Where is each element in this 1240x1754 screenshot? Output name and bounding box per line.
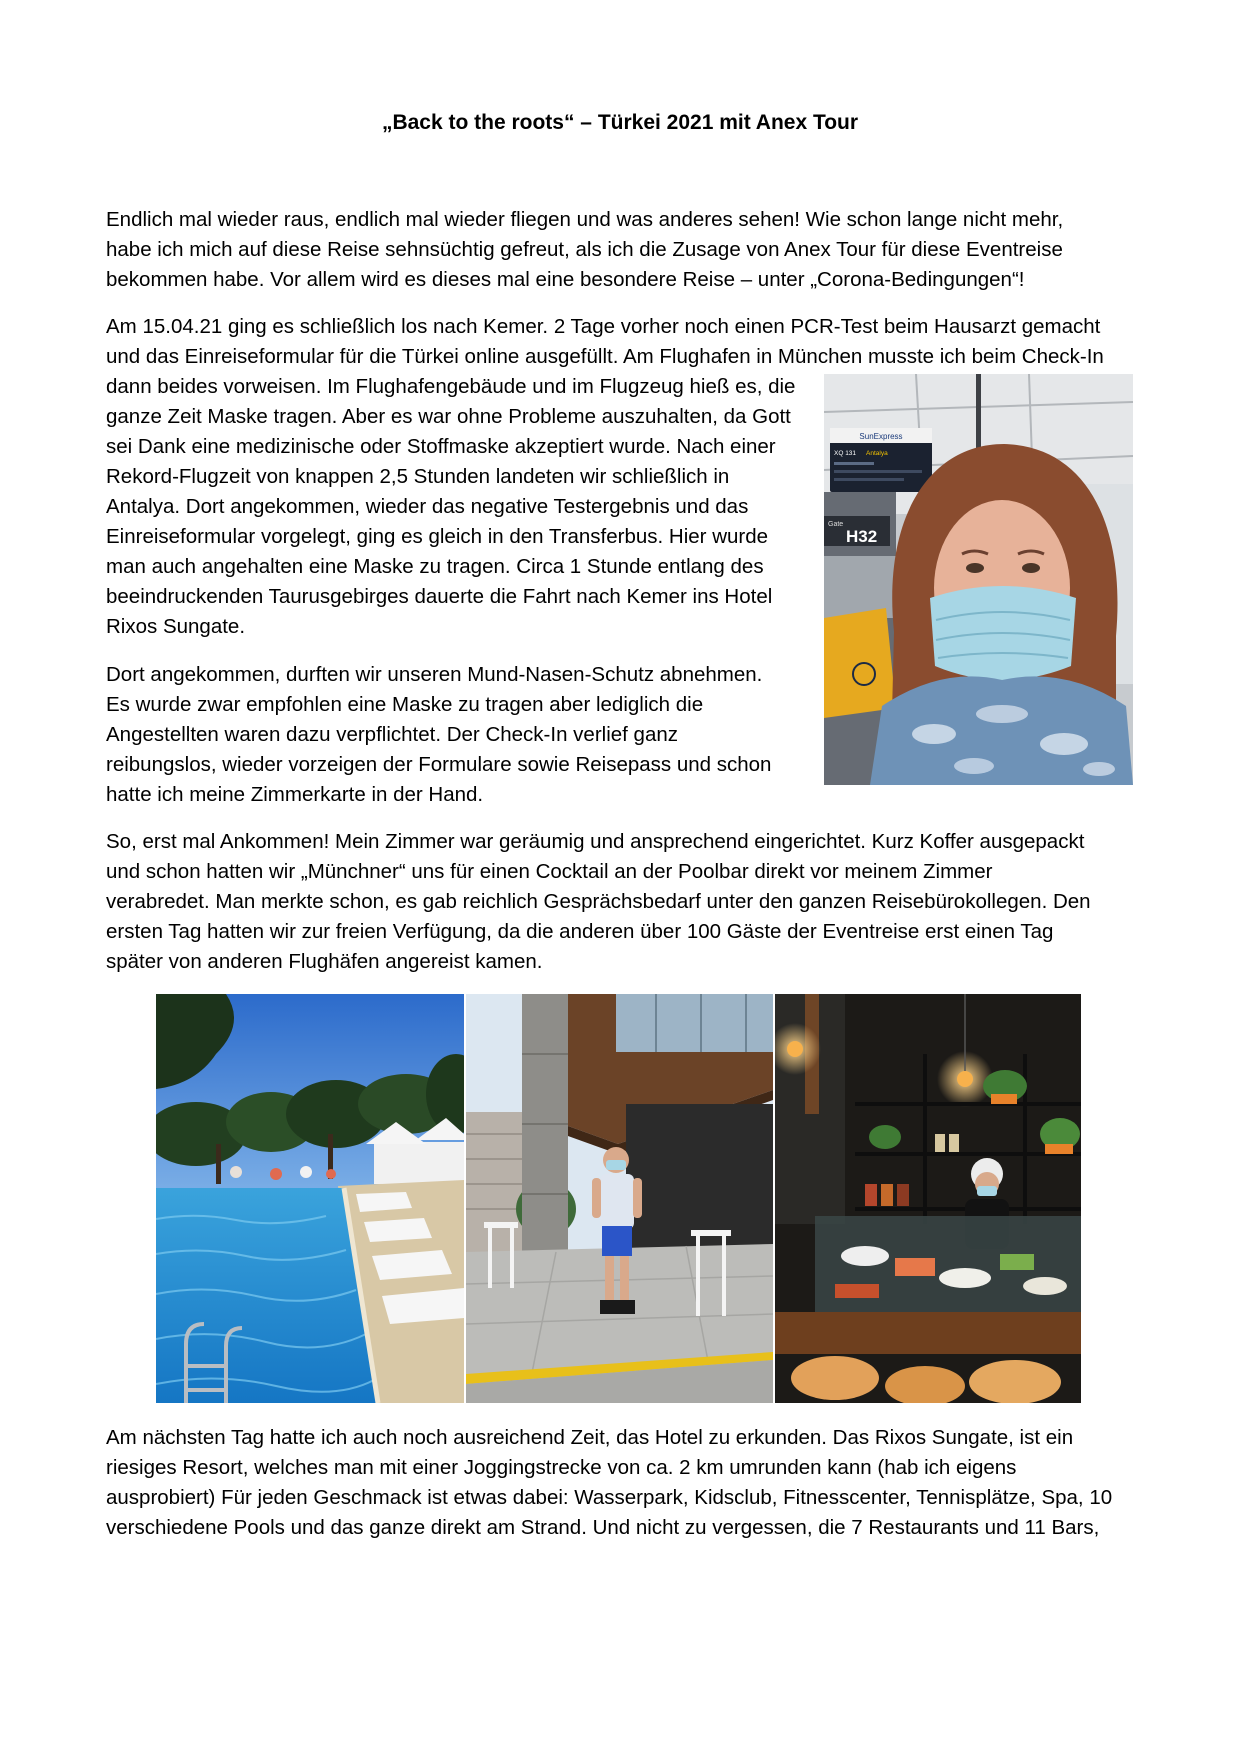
paragraph-line: sei Dank eine medizinische oder Stoffmaske akzeptiert wurde. Nach einer [106, 435, 776, 458]
paragraph-line: Antalya. Dort angekommen, wieder das negative Testergebnis und das [106, 495, 749, 518]
face-mask [977, 1186, 997, 1196]
paragraph-line: und das Einreiseformular für die Türkei online ausgefüllt. Am Flughafen in München musste ich beim Check-In [106, 345, 1104, 368]
buffet-photo [775, 994, 1081, 1403]
paragraph-line: man auch angehalten eine Maske zu tragen. Circa 1 Stunde entlang des [106, 555, 764, 578]
paragraph-intro [106, 205, 1063, 295]
paragraph-resort [106, 1423, 1112, 1543]
paragraph-line: ersten Tag hatten wir zur freien Verfügung, da die anderen über 100 Gäste der Eventreise erst einen Tag [106, 920, 1054, 943]
shorts [602, 1226, 632, 1256]
pool-water [156, 1188, 378, 1403]
scarf [870, 676, 1133, 785]
document-title: „Back to the roots“ – Türkei 2021 mit Anex Tour [381, 111, 859, 134]
paragraph-line: Angestellten waren dazu verpflichtet. Der Check-In verlief ganz [106, 723, 679, 746]
skater-photo [466, 994, 773, 1403]
face-mask [606, 1160, 626, 1170]
crane-logo-panel [824, 608, 896, 718]
wooden-counter [775, 1312, 1081, 1354]
left-eye [966, 563, 984, 573]
gate-number-text: H32 [846, 527, 878, 546]
paragraph-line: Es wurde zwar empfohlen eine Maske zu tragen aber lediglich die [106, 693, 704, 716]
paragraph-line: Am 15.04.21 ging es schließlich los nach Kemer. 2 Tage vorher noch einen PCR-Test beim Hausarzt gemacht [106, 315, 1101, 338]
airport-selfie-photo [824, 374, 1133, 785]
paragraph-line: verschiedene Pools und das ganze direkt am Strand. Und nicht zu vergessen, die 7 Restaurants und 11 Bars, [106, 1516, 1100, 1539]
paragraph-line: verabredet. Man merkte schon, es gab reichlich Gesprächsbedarf unter den ganzen Reisebürokollegen. Den [106, 890, 1091, 913]
paragraph-line: Endlich mal wieder raus, endlich mal wieder fliegen und was anderes sehen! Wie schon lange nicht mehr, [106, 208, 1064, 231]
paragraph-line: riesiges Resort, welches man mit einer Joggingstrecke von ca. 2 km umrunden kann (hab ich eigens [106, 1456, 1017, 1479]
gate-label-text: Gate [828, 521, 844, 528]
glass-facade [616, 994, 773, 1052]
inline-skate-left [600, 1300, 618, 1314]
paragraph-line: Einreiseformular vorgelegt, ging es gleich in den Transferbus. Hier wurde [106, 525, 769, 548]
paragraph-line: Am nächsten Tag hatte ich auch noch ausreichend Zeit, das Hotel zu erkunden. Das Rixos Sungate, ist ein [106, 1426, 1074, 1449]
paragraph-line: hatte ich meine Zimmerkarte in der Hand. [106, 783, 484, 806]
airport-selfie-image [824, 374, 1133, 785]
paragraph-line: später von anderen Flughäfen angereist kamen. [106, 950, 543, 973]
paragraph-line: reibungslos, wieder vorzeigen der Formulare sowie Reisepass und schon [106, 753, 772, 776]
paragraph-line: Rekord-Flugzeit von knappen 2,5 Stunden landeten wir schließlich in [106, 465, 730, 488]
screen-destination-text: Antalya [866, 450, 888, 457]
paragraph-line: und schon hatten wir „Münchner“ uns für einen Cocktail an der Poolbar direkt vor meinem Zimmer [106, 860, 993, 883]
screen-flight-text: XQ 131 [834, 450, 857, 457]
shirt [600, 1174, 634, 1229]
paragraph-line: bekommen habe. Vor allem wird es dieses mal eine besondere Reise – unter „Corona-Bedingungen“! [106, 268, 1025, 291]
paragraph-room [106, 827, 1091, 977]
pool-image [156, 994, 464, 1403]
paragraph-line: ausprobiert) Für jeden Geschmack ist etwas dabei: Wasserpark, Kidsclub, Fitnesscenter, Tennisplätze, Spa, 10 [106, 1486, 1113, 1509]
face-mask [930, 586, 1076, 680]
paragraph-line: dann beides vorweisen. Im Flughafengebäude und im Flugzeug hieß es, die [106, 375, 796, 398]
paragraph-line: beeindruckenden Taurusgebirges dauerte die Fahrt nach Kemer ins Hotel [106, 585, 773, 608]
paragraph-line: Dort angekommen, durften wir unseren Mund-Nasen-Schutz abnehmen. [106, 663, 763, 686]
screen-airline-text: SunExpress [859, 432, 903, 441]
paragraph-line: ganze Zeit Maske tragen. Aber es war ohne Probleme auszuhalten, da Gott [106, 405, 791, 428]
pool-photo [156, 994, 464, 1403]
paragraph-line: So, erst mal Ankommen! Mein Zimmer war geräumig und ansprechend eingerichtet. Kurz Koffer ausgepackt [106, 830, 1085, 853]
buffet-image [775, 994, 1081, 1403]
paragraph-arrival [106, 660, 771, 810]
departure-screen [830, 428, 932, 492]
paragraph-line: habe ich mich auf diese Reise sehnsüchtig gefreut, als ich die Zusage von Anex Tour für diese Eventreise [106, 238, 1063, 261]
gate-sign [824, 516, 890, 546]
right-eye [1022, 563, 1040, 573]
paragraph-line: Rixos Sungate. [106, 615, 246, 638]
inline-skate-right [617, 1300, 635, 1314]
stone-pillar [522, 994, 568, 1284]
skater-image [466, 994, 773, 1403]
